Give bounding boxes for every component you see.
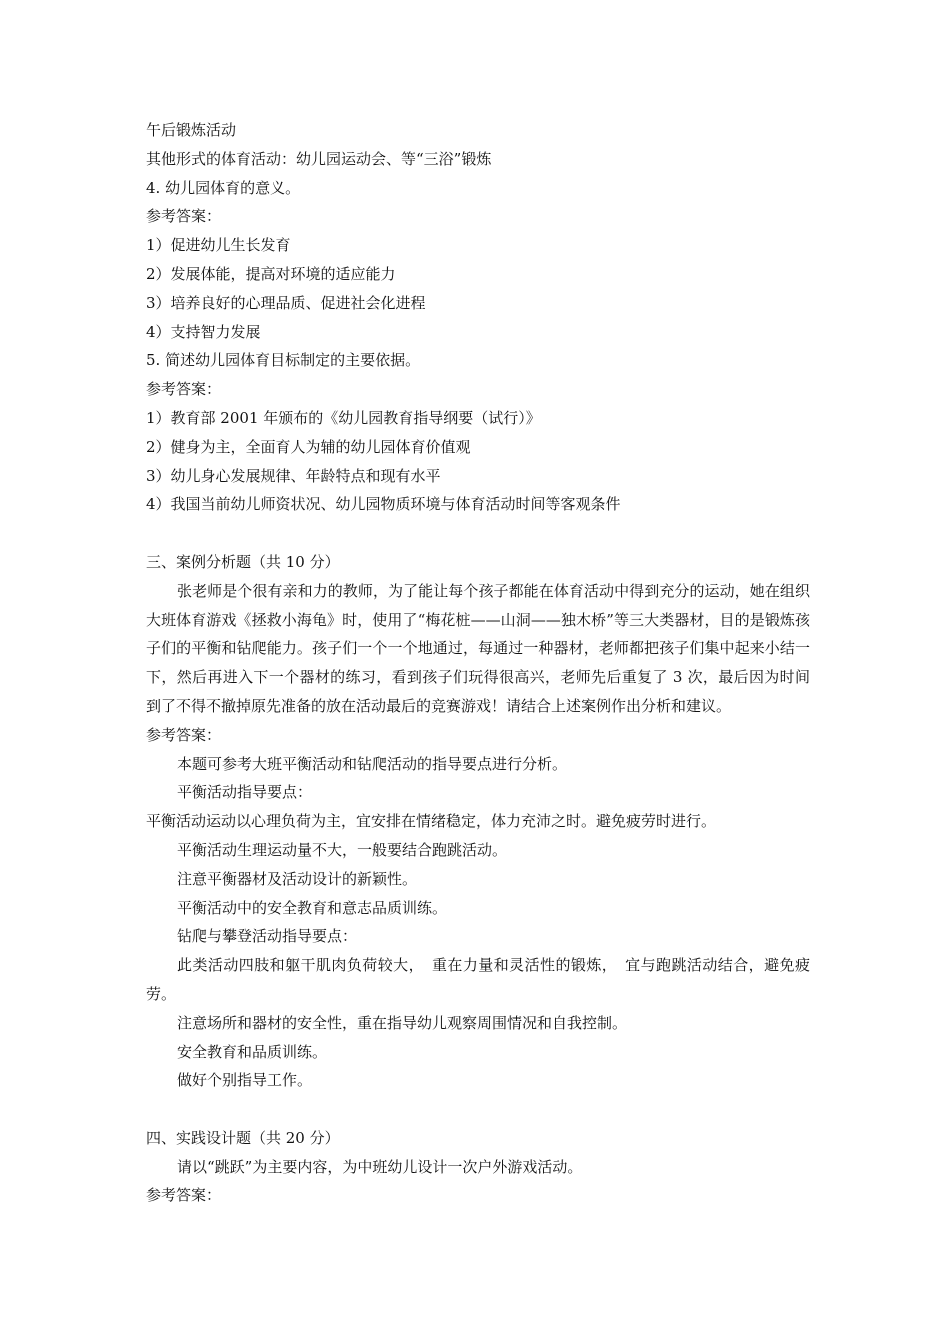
text-line: 其他形式的体育活动：幼儿园运动会、等“三浴”锻炼 [146,149,492,168]
section-4-heading: 四、实践设计题（共 20 分） [146,1128,340,1147]
question-4: 4. 幼儿园体育的意义。 [146,178,301,197]
answer-text: 注意平衡器材及活动设计的新颖性。 [177,869,418,888]
answer-text: 平衡活动生理运动量不大，一般要结合跑跳活动。 [177,840,508,859]
answer-subheading: 钻爬与攀登活动指导要点： [177,927,358,946]
answer-text: 安全教育和品质训练。 [177,1042,328,1061]
question-5: 5. 简述幼儿园体育目标制定的主要依据。 [146,351,421,370]
answer-item: 1）教育部 2001 年颁布的《幼儿园教育指导纲要（试行）》 [146,408,541,427]
answer-item: 1）促进幼儿生长发育 [146,236,291,255]
answer-text: 此类活动四肢和躯干肌肉负荷较大， 重在力量和灵活性的锻炼， 宜与跑跳活动结合，避免疲劳。 [146,956,810,1003]
answer-text: 本题可参考大班平衡活动和钻爬活动的指导要点进行分析。 [177,754,568,773]
section-3-heading: 三、案例分析题（共 10 分） [146,552,340,571]
case-question: 张老师是个很有亲和力的教师，为了能让每个孩子都能在体育活动中得到充分的运动，她在组织大班体育游戏《拯救小海龟》时，使用了“梅花桩——山洞——独木桥”等三大类器材，目的是锻炼孩子们的平衡和钻爬能力。孩子们一个一个地通过，每通过一种器材，老师都把孩子们集中起来小结一下，然后再进入下一个器材的练习，看到孩子们玩得很高兴，老师先后重复了 3 次，最后因为时间到了不得不撤掉原先准备的放在活动最后的竞赛游戏！请结合上述案例作出分析和建议。 [146,581,810,715]
answer-text: 注意场所和器材的安全性，重在指导幼儿观察周围情况和自我控制。 [177,1013,628,1032]
answer-text: 做好个别指导工作。 [177,1071,313,1090]
design-question: 请以“跳跃”为主要内容，为中班幼儿设计一次户外游戏活动。 [177,1157,583,1176]
answer-item: 3）幼儿身心发展规律、年龄特点和现有水平 [146,466,441,485]
answer-item: 3）培养良好的心理品质、促进社会化进程 [146,293,426,312]
answer-label: 参考答案： [146,1186,222,1205]
document-page [146,116,810,1210]
answer-subheading: 平衡活动指导要点： [177,783,313,802]
answer-item: 2）发展体能，提高对环境的适应能力 [146,264,396,283]
answer-label: 参考答案： [146,380,222,399]
answer-text: 平衡活动中的安全教育和意志品质训练。 [177,898,448,917]
answer-item: 4）我国当前幼儿师资状况、幼儿园物质环境与体育活动时间等客观条件 [146,495,621,514]
answer-label: 参考答案： [146,207,222,226]
answer-text: 平衡活动运动以心理负荷为主，宜安排在情绪稳定，体力充沛之时。避免疲劳时进行。 [146,812,717,831]
answer-label: 参考答案： [146,725,222,744]
answer-item: 4）支持智力发展 [146,322,261,341]
answer-item: 2）健身为主，全面育人为辅的幼儿园体育价值观 [146,437,471,456]
text-line: 午后锻炼活动 [146,121,237,139]
